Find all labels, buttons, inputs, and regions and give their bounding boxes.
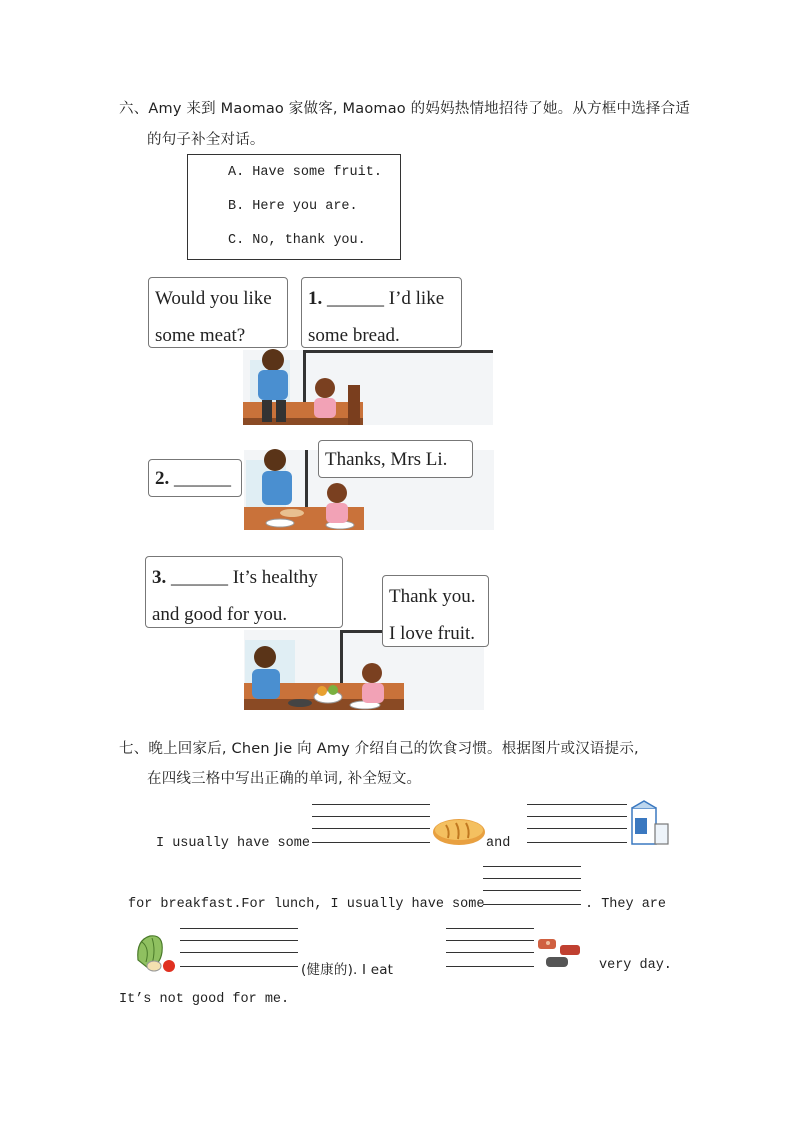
section7-instruction-line1: 七、晚上回家后, Chen Jie 向 Amy 介绍自己的饮食习惯。根据图片或汉语提示, (119, 741, 639, 757)
writing-lines-meat[interactable] (446, 928, 534, 968)
vegetables-icon (132, 930, 177, 975)
writing-lines-bread[interactable] (312, 804, 430, 844)
milk-icon (629, 800, 671, 848)
option-c: C. No, thank you. (228, 233, 366, 248)
bubble-mom-1 (148, 277, 288, 348)
bread-icon (432, 816, 486, 848)
bubble-mom-2 (148, 459, 242, 497)
section6-instruction-line1: 六、Amy 来到 Maomao 家做客, Maomao 的妈妈热情地招待了她。从方框中选择合适 (119, 101, 690, 117)
bubble-amy-3 (382, 575, 489, 647)
answer-blank-2[interactable]: ______ (174, 468, 231, 489)
text-healthy-hint (301, 958, 393, 978)
text-i-usually-have: I usually have some (156, 836, 310, 851)
bubble-mom-3-line1: It’s healthy (232, 567, 318, 588)
text-for-breakfast: for breakfast.For lunch, I usually have some (128, 897, 485, 912)
bubble-amy-3-line2: I love fruit. (389, 623, 476, 644)
section7-instruction-line2: 在四线三格中写出正确的单词, 补全短文。 (147, 771, 422, 787)
text-very-day: very day. (599, 958, 672, 973)
blank-number-1: 1. (308, 288, 323, 309)
bubble-mom-1-line2: some meat? (155, 325, 246, 346)
bubble-amy-1-line2: some bread. (308, 325, 400, 346)
meat-icon (536, 935, 584, 971)
bubble-amy-1 (301, 277, 462, 348)
writing-lines-lunch[interactable] (483, 866, 581, 906)
option-b: B. Here you are. (228, 199, 358, 214)
text-they-are: . They are (585, 897, 667, 912)
bubble-amy-3-line1: Thank you. (389, 586, 476, 607)
options-box (187, 154, 401, 260)
answer-blank-1[interactable]: ______ (327, 288, 384, 309)
text-and: and (486, 836, 511, 851)
writing-lines-healthy[interactable] (180, 928, 298, 968)
writing-lines-milk[interactable] (527, 804, 627, 844)
section6-instruction-line2: 的句子补全对话。 (147, 132, 265, 148)
bubble-mom-3 (145, 556, 343, 628)
bubble-mom-1-line1: Would you like (155, 288, 272, 309)
option-a: A. Have some fruit. (228, 165, 382, 180)
bubble-amy-1-line1: I’d like (388, 288, 445, 309)
text-not-good: It’s not good for me. (119, 992, 290, 1007)
answer-blank-3[interactable]: ______ (171, 567, 228, 588)
hint-text: (健康的). I eat (301, 962, 394, 978)
blank-number-3: 3. (152, 567, 167, 588)
bubble-amy-2: Thanks, Mrs Li. (318, 440, 473, 478)
blank-number-2: 2. (155, 468, 170, 489)
bubble-mom-3-line2: and good for you. (152, 604, 288, 625)
